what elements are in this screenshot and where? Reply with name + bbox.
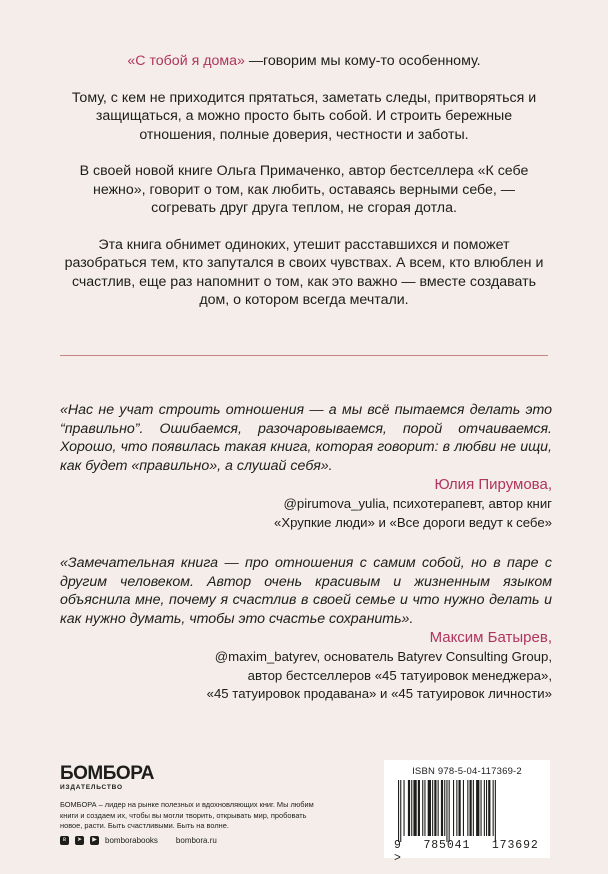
barcode-bar <box>411 780 412 836</box>
intro-text: —говорим мы кому-то особенному. <box>244 53 481 69</box>
logo-wordmark: БОМБОРА <box>60 763 154 784</box>
barcode-bar <box>470 780 472 836</box>
logo-subtitle: ИЗДАТЕЛЬСТВО <box>60 784 123 791</box>
isbn-text: ISBN 978-5-04-117369-2 <box>412 766 522 777</box>
website-link[interactable]: bombora.ru <box>175 836 217 845</box>
intro-paragraph-3: В своей новой книге Ольга Примаченко, автор бестселлера «К себе нежно», говорит о том, как любить, оставаясь верными себе, — согревать друг друга теплом, не сгорая дотла. <box>79 163 529 216</box>
barcode-bar <box>404 780 405 836</box>
publisher-logo <box>60 764 154 792</box>
barcode-bar <box>424 780 425 836</box>
barcode-bar <box>398 780 399 842</box>
reviewer-info: @maxim_batyrev, основатель Batyrev Consulting Group, <box>214 649 552 664</box>
barcode-bar <box>481 780 482 836</box>
review-quote-1: «Нас не учат строить отношения — а мы всё пытаемся делать это “правильно”. Ошибаемся, разочаровываемся, порой отчаиваемся. Хорошо, что появилась такая книга, которая говорит: в любви не ищи, как будет «правильно», а слушай себя». <box>60 402 552 474</box>
barcode-bar <box>488 780 490 836</box>
barcode-bar <box>446 780 447 842</box>
barcode-bar <box>422 780 423 836</box>
reviewer-info: «Хрупкие люди» и «Все дороги ведут к себе» <box>273 514 552 530</box>
divider-line <box>60 355 548 356</box>
youtube-icon[interactable]: ▶ <box>90 836 99 845</box>
barcode-bar <box>428 780 431 836</box>
barcode-first-digit: 9 <box>394 839 402 852</box>
publisher-description: БОМБОРА – лидер на рынке полезных и вдохновляющих книг. Мы любим книги и создаем их, чтобы вы могли творить, открывать мир, пробовать новое, расти. Быть счастливыми. Быть на волне. <box>60 800 314 830</box>
barcode-bars <box>396 780 538 842</box>
barcode-bar <box>444 780 445 836</box>
barcode-bar <box>453 780 454 836</box>
barcode-bar <box>418 780 420 836</box>
barcode-bar <box>495 780 496 842</box>
barcode-bar <box>473 780 474 836</box>
barcode-group-2: 173692 <box>491 839 539 852</box>
barcode-bar <box>459 780 461 836</box>
reviewer-name: Максим Батырев, <box>429 629 552 646</box>
social-links <box>60 836 217 845</box>
barcode-bar <box>484 780 485 836</box>
barcode-bar <box>449 780 450 842</box>
barcode-bar <box>400 780 401 842</box>
barcode-bar <box>408 780 410 836</box>
barcode-bar <box>432 780 433 836</box>
reviewer-info: «45 татуировок продавана» и «45 татуировок личности» <box>206 686 552 701</box>
barcode-tail: > <box>394 852 402 865</box>
barcode-bar <box>486 780 487 836</box>
barcode-bar <box>413 780 416 836</box>
reviewer-info: @pirumova_yulia, психотерапевт, автор книг <box>283 496 552 511</box>
vk-icon[interactable]: в <box>60 836 69 845</box>
telegram-icon[interactable]: ➤ <box>76 837 83 843</box>
barcode-bar <box>438 780 439 836</box>
review-attribution-2 <box>152 628 552 704</box>
barcode-bar <box>493 780 494 836</box>
barcode-bar <box>434 780 436 836</box>
description-block <box>60 52 548 328</box>
barcode-bar <box>441 780 443 836</box>
barcode-bar <box>456 780 457 836</box>
reviewer-name: Юлия Пирумова, <box>434 476 552 493</box>
social-handle[interactable]: bomborabooks <box>105 836 158 845</box>
intro-paragraph-2: Тому, с кем не приходится прятаться, заметать следы, притворяться и защищаться, а можно просто быть собой. И строить бережные отношения, полные доверия, честности и заботы. <box>71 89 537 143</box>
barcode-bar <box>467 780 468 836</box>
intro-paragraph-4: Эта книга обнимет одиноких, утешит расставшихся и поможет разобраться тем, кто запутался в своих чувствах. А всем, кто влюблен и счастлив, еще раз напомнит о том, как это важно — вместе создавать дом, о котором всегда мечтали. <box>64 236 544 308</box>
barcode-group-1: 785041 <box>423 839 471 852</box>
intro-paragraph-1 <box>60 52 548 71</box>
review-quote-2: «Замечательная книга — про отношения с самим собой, но в паре с другим человеком. Автор очень красивым и жизненным языком объяснила мне, почему я счастлив в своей семье и что нужно делать и как нужно думать, чтобы это счастье сохранить». <box>60 555 552 627</box>
barcode-bar <box>476 780 479 836</box>
book-title-quote: «С тобой я дома» <box>127 53 245 69</box>
reviewer-info: автор бестселлеров «45 татуировок менеджера», <box>247 667 552 683</box>
barcode-bar <box>463 780 464 836</box>
barcode-digits <box>394 839 544 865</box>
review-attribution-1 <box>152 475 552 532</box>
barcode-panel <box>384 760 550 865</box>
